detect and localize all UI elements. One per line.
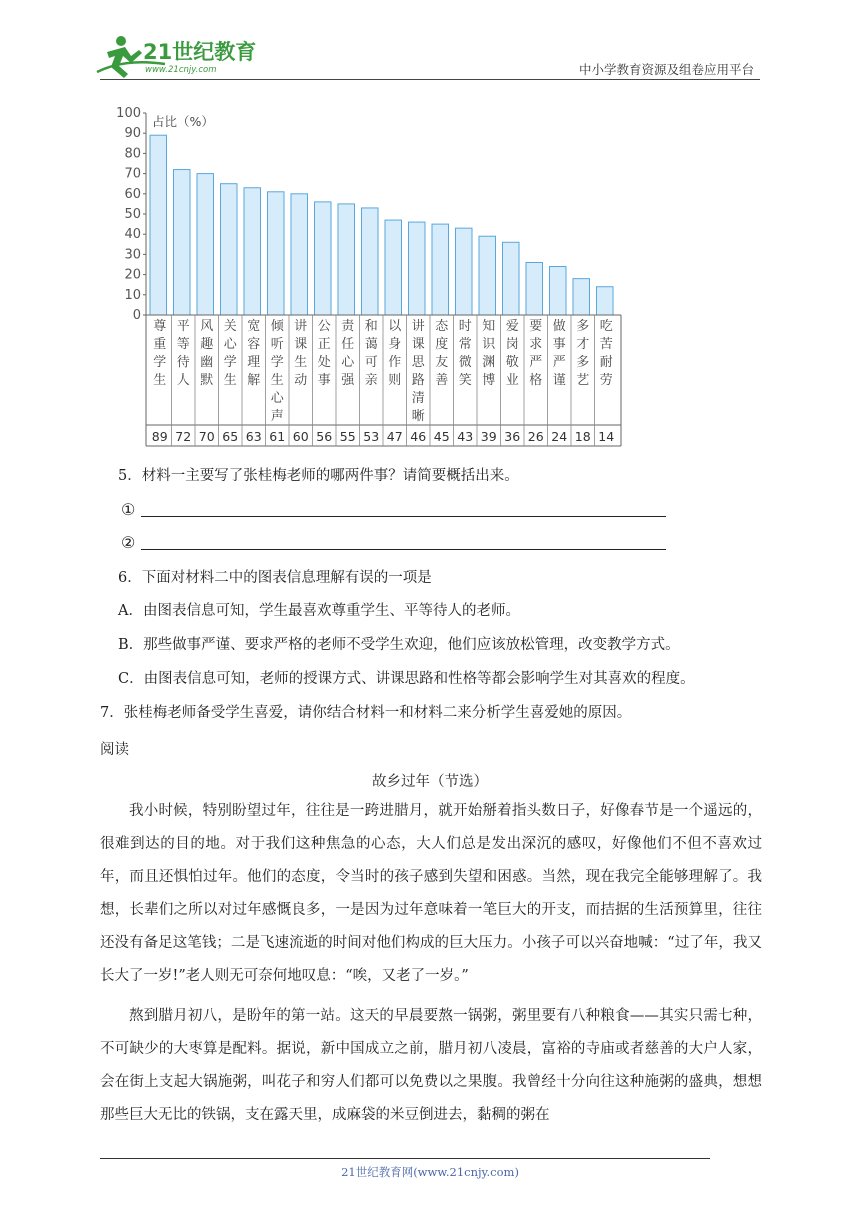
- category-label-char: 爱: [505, 319, 519, 334]
- category-label-char: 善: [435, 373, 449, 388]
- category-label-char: 任: [341, 337, 355, 352]
- category-label-char: 生: [153, 373, 167, 388]
- y-tick-label: 80: [124, 146, 141, 162]
- bar: [503, 242, 520, 315]
- y-tick-label: 60: [124, 186, 141, 202]
- category-label-char: 吃: [599, 319, 613, 334]
- footer-divider: [100, 1158, 710, 1159]
- category-label-char: 宽: [247, 319, 261, 334]
- category-label-char: 微: [458, 355, 472, 370]
- bar: [573, 279, 590, 315]
- bar: [526, 262, 543, 315]
- teacher-preference-chart: [108, 100, 708, 450]
- value-label: 53: [363, 429, 380, 444]
- value-label: 55: [339, 429, 356, 444]
- category-label-char: 知: [482, 319, 496, 334]
- category-label-char: 严: [552, 355, 566, 370]
- bar: [174, 170, 191, 315]
- value-label: 18: [574, 429, 591, 444]
- y-tick-label: 100: [116, 106, 141, 121]
- category-label-char: 多: [576, 355, 590, 370]
- category-label-char: 生: [294, 355, 308, 370]
- page-header: [0, 0, 860, 90]
- bar: [221, 184, 238, 315]
- category-label-char: 学: [153, 355, 167, 370]
- question-6: 6．下面对材料二中的图表信息理解有误的一项是: [118, 570, 432, 586]
- category-label-char: 幽: [200, 355, 214, 370]
- category-label-char: 心: [341, 355, 355, 370]
- value-label: 39: [480, 429, 497, 444]
- value-label: 70: [198, 429, 215, 444]
- category-label-char: 和: [364, 319, 378, 334]
- value-label: 24: [551, 429, 568, 444]
- category-label-char: 才: [576, 337, 590, 352]
- category-label-char: 识: [482, 337, 496, 352]
- header-divider: [100, 79, 760, 80]
- category-label-char: 态: [435, 319, 449, 334]
- bar: [362, 208, 379, 315]
- category-label-char: 课: [411, 337, 425, 352]
- y-tick-label: 40: [124, 227, 141, 243]
- category-label-char: 责: [341, 319, 355, 334]
- value-label: 14: [598, 429, 615, 444]
- value-label: 45: [433, 429, 450, 444]
- category-label-char: 生: [223, 373, 237, 388]
- reading-paragraph-1: 我小时候，特别盼望过年，往往是一跨进腊月，就开始掰着指头数日子，好像春节是一个遥远的，很难到达的目的地。对于我们这种焦急的心态，大人们总是发出深沉的感叹，好像他们不但不喜欢过年，而且还惧怕过年。他们的态度，令当时的孩子感到失望和困惑。当然，现在我完全能够理解了。我想，长辈们之所以对过年感慨良多，一是因为过年意味着一笔巨大的开支，而拮据的生活预算里，往往还没有备足这笔钱；二是飞速流逝的时间对他们构成的巨大压力。小孩子可以兴奋地喊：“过了年，我又长大了一岁!”老人则无可奈何地叹息：“唉，又老了一岁。”: [100, 803, 762, 984]
- category-label-char: 友: [435, 355, 449, 370]
- category-label-char: 作: [388, 355, 402, 370]
- y-tick-label: 10: [124, 287, 141, 303]
- option-b[interactable]: B．那些做事严谨、要求严格的老师不受学生欢迎，他们应该放松管理，改变教学方式。: [118, 637, 680, 653]
- value-label: 65: [222, 429, 239, 444]
- category-label-char: 趣: [200, 337, 214, 352]
- category-label-char: 生: [270, 373, 284, 388]
- category-label-char: 课: [294, 337, 308, 352]
- y-tick-label: 70: [124, 166, 141, 182]
- category-label-char: 听: [270, 337, 284, 352]
- category-label-char: 苦: [599, 337, 613, 352]
- y-tick-label: 30: [124, 247, 141, 263]
- bar: [550, 267, 567, 315]
- category-label-char: 博: [482, 373, 496, 388]
- bar: [291, 194, 308, 315]
- category-label-char: 路: [411, 373, 425, 388]
- category-label-char: 讲: [294, 319, 308, 334]
- logo-url-text: www.21cnjy.com: [145, 65, 217, 75]
- category-label-char: 笑: [458, 373, 472, 388]
- category-label-char: 解: [247, 373, 261, 388]
- category-label-char: 要: [529, 319, 543, 334]
- chart-ylabel: 占比（%）: [152, 114, 214, 129]
- answer-line-2[interactable]: [141, 549, 666, 550]
- y-tick-label: 90: [124, 126, 141, 142]
- value-label: 63: [245, 429, 262, 444]
- category-label-char: 处: [317, 355, 331, 370]
- bar: [409, 222, 426, 315]
- value-label: 61: [269, 429, 286, 444]
- category-label-char: 岗: [505, 337, 519, 352]
- bar: [150, 135, 167, 315]
- category-label-char: 劳: [599, 373, 613, 388]
- logo-text: 21世纪教育: [143, 40, 257, 64]
- value-label: 36: [504, 429, 521, 444]
- category-label-char: 关: [223, 319, 237, 334]
- category-label-char: 事: [317, 373, 331, 388]
- platform-label: 中小学教育资源及组卷应用平台: [578, 62, 754, 77]
- y-tick-label: 50: [124, 207, 141, 222]
- bar: [385, 220, 402, 315]
- category-label-char: 则: [388, 373, 402, 388]
- value-label: 89: [151, 429, 168, 444]
- category-label-char: 多: [576, 319, 590, 334]
- category-label-char: 学: [223, 355, 237, 370]
- category-label-char: 学: [270, 355, 284, 370]
- category-label-char: 强: [341, 373, 355, 388]
- category-label-char: 身: [388, 337, 402, 352]
- category-label-char: 以: [388, 319, 402, 334]
- category-label-char: 平: [176, 319, 190, 334]
- answer-marker-1: ①: [121, 500, 136, 519]
- value-label: 60: [292, 429, 309, 444]
- category-label-char: 心: [223, 337, 237, 352]
- category-label-char: 敬: [505, 355, 519, 370]
- category-label-char: 耐: [599, 355, 613, 370]
- y-tick-label: 0: [132, 308, 141, 323]
- category-label-char: 做: [552, 319, 566, 334]
- bar: [315, 202, 332, 315]
- category-label-char: 艺: [576, 373, 590, 388]
- category-label-char: 思: [411, 355, 425, 370]
- category-label-char: 等: [176, 337, 190, 352]
- bar: [244, 188, 261, 315]
- category-label-char: 动: [294, 373, 308, 388]
- footer-site: 21世纪教育网(www.21cnjy.com): [341, 1165, 519, 1179]
- bar: [268, 192, 285, 315]
- category-label-char: 心: [270, 391, 284, 406]
- category-label-char: 待: [176, 355, 190, 370]
- category-label-char: 尊: [153, 319, 167, 334]
- category-label-char: 格: [529, 373, 543, 388]
- category-label-char: 讲: [411, 319, 425, 334]
- value-label: 46: [410, 429, 427, 444]
- reading-label: 阅读: [100, 742, 129, 758]
- category-label-char: 亲: [364, 373, 378, 388]
- category-label-char: 事: [552, 337, 566, 352]
- category-label-char: 严: [529, 355, 543, 370]
- category-label-char: 容: [247, 337, 261, 352]
- category-label-char: 公: [317, 319, 331, 334]
- category-label-char: 默: [200, 373, 214, 388]
- reading-title: 故乡过年（节选）: [372, 774, 488, 790]
- category-label-char: 声: [270, 409, 284, 424]
- category-label-char: 晰: [411, 409, 425, 424]
- category-label-char: 渊: [482, 355, 496, 370]
- category-label-char: 度: [435, 337, 449, 352]
- bar: [338, 204, 355, 315]
- bar: [432, 224, 449, 315]
- answer-marker-2: ②: [121, 533, 136, 552]
- category-label-char: 理: [247, 355, 261, 370]
- question-5: 5．材料一主要写了张桂梅老师的哪两件事？请简要概括出来。: [118, 468, 519, 484]
- question-7: 7．张桂梅老师备受学生喜爱，请你结合材料一和材料二来分析学生喜爱她的原因。: [100, 705, 632, 721]
- category-label-char: 蔼: [364, 337, 378, 352]
- option-c[interactable]: C．由图表信息可知，老师的授课方式、讲课思路和性格等都会影响学生对其喜欢的程度。: [118, 671, 695, 687]
- category-label-char: 正: [317, 337, 331, 352]
- value-label: 56: [316, 429, 333, 444]
- bar: [597, 287, 614, 315]
- category-label-char: 业: [505, 373, 519, 388]
- category-label-char: 清: [411, 391, 425, 406]
- category-label-char: 时: [458, 319, 472, 334]
- bar: [456, 228, 473, 315]
- option-a[interactable]: A．由图表信息可知，学生最喜欢尊重学生、平等待人的老师。: [118, 603, 520, 619]
- bar: [479, 236, 496, 315]
- category-label-char: 重: [153, 337, 167, 352]
- category-label-char: 人: [176, 373, 190, 388]
- category-label-char: 可: [364, 355, 378, 370]
- category-label-char: 倾: [270, 319, 284, 334]
- category-label-char: 谨: [552, 373, 566, 388]
- category-label-char: 常: [458, 337, 472, 352]
- bar: [197, 174, 214, 315]
- answer-line-1[interactable]: [141, 516, 666, 517]
- value-label: 43: [457, 429, 474, 444]
- reading-paragraph-2: 熬到腊月初八，是盼年的第一站。这天的早晨要熬一锅粥，粥里要有八种粮食——其实只需七种，不可缺少的大枣算是配料。据说，新中国成立之前，腊月初八凌晨，富裕的寺庙或者慈善的大户人家，会在街上支起大锅施粥，叫花子和穷人们都可以免费以之果腹。我曾经十分向往这种施粥的盛典，想想那些巨大无比的铁锅，支在露天里，成麻袋的米豆倒进去，黏稠的粥在: [100, 1008, 762, 1123]
- y-tick-label: 20: [124, 267, 141, 283]
- category-label-char: 风: [200, 319, 214, 334]
- value-label: 72: [175, 429, 192, 444]
- value-label: 47: [386, 429, 403, 444]
- category-label-char: 求: [529, 337, 543, 352]
- site-logo: [95, 32, 265, 80]
- value-label: 26: [527, 429, 544, 444]
